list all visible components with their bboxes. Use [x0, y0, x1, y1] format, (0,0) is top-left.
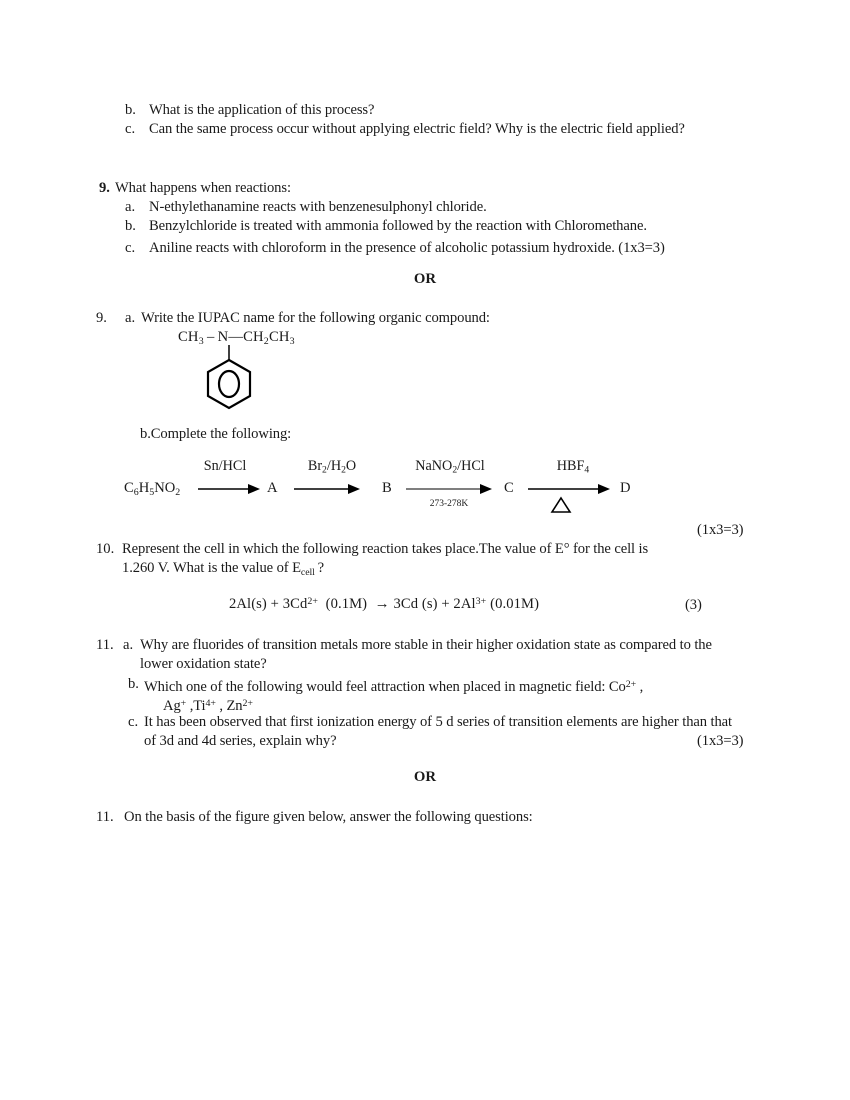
q9-alt-marks: (1x3=3): [697, 522, 744, 538]
q8-item-b-marker: b.: [125, 102, 136, 118]
q11-item-a-marker: a.: [123, 637, 134, 653]
q11-item-b-marker: b.: [128, 676, 139, 692]
q9-item-c-text: Aniline reacts with chloroform in the presence of alcoholic potassium hydroxide. (1x3=3): [149, 240, 665, 256]
q9-item-c-marker: c.: [125, 240, 136, 256]
q11-number: 11.: [96, 637, 114, 653]
q10-equation: $2Al(s) + 3Cd^{2+}$ (0.1M) → 3Cd $(s) + 2Al^{3+}$ (0.01M): [229, 596, 540, 613]
q9-alt-number: 9.: [96, 310, 107, 326]
scheme-species-c: C: [504, 480, 514, 496]
scheme-arrow-2: [294, 482, 360, 496]
benzene-ring-structure: [196, 345, 268, 422]
q9-stem: What happens when reactions:: [115, 180, 291, 196]
scheme-arrow-4: [528, 482, 610, 496]
q11-item-c-marker: c.: [128, 714, 139, 730]
q11-item-b-text-line2: Ag+ $,Ti^{4+}$ , $Zn^{2+}$: [163, 698, 253, 715]
q11-item-c-text: It has been observed that first ionization energy of 5 d series of transition elements are higher than that of 3d and 4d series, explain why?: [144, 714, 733, 750]
scheme-arrow-3: [406, 482, 492, 496]
q10-marks: (3): [685, 597, 702, 613]
scheme-condition-3: 273-278K: [429, 499, 469, 509]
q10-text-line1: Represent the cell in which the following reaction takes place.The value of E° for the cell is: [122, 541, 649, 557]
benzene-ring-icon: [196, 345, 268, 417]
scheme-reagent-4: $HBF_4$: [556, 458, 590, 476]
q8-item-c-text: Can the same process occur without applying electric field? Why is the electric field applied?: [149, 121, 685, 137]
q9-item-a-text: N-ethylethanamine reacts with benzenesulphonyl chloride.: [149, 199, 487, 215]
q9-item-a-marker: a.: [125, 199, 136, 215]
scheme-reagent-2: $Br_2/H_2O$: [307, 458, 357, 476]
q9-item-b-text: Benzylchloride is treated with ammonia followed by the reaction with Chloromethane.: [149, 218, 647, 234]
scheme-species-a: A: [267, 480, 278, 496]
q10-number: 10.: [96, 541, 115, 557]
q9-item-b-marker: b.: [125, 218, 136, 234]
structure-top-formula: $CH_3$ – $N—CH_2CH_3$: [178, 329, 295, 347]
scheme-heat-delta-icon: [550, 496, 572, 514]
scheme-reagent-3: NaNO$_2$/HCl: [415, 458, 485, 476]
scheme-arrow-1: [198, 482, 260, 496]
scheme-reagent-1: Sn/HCl: [203, 458, 247, 474]
scheme-species-b: B: [382, 480, 392, 496]
q11-item-a-text: Why are fluorides of transition metals more stable in their higher oxidation state as compared to the lower oxidation state?: [140, 637, 712, 673]
q9-alt-part-a-marker: a.: [125, 310, 136, 326]
reaction-scheme: [110, 455, 670, 525]
scheme-start-species: $C_6H_5NO_2$: [124, 480, 181, 498]
q11-alt-text: On the basis of the figure given below, answer the following questions:: [124, 809, 533, 825]
q10-text-line2: 1.260 V. What is the value of $E_{cell}$ ?: [122, 560, 325, 578]
q8-item-c-marker: c.: [125, 121, 136, 137]
q11-item-b-text-line1: Which one of the following would feel attraction when placed in magnetic field: $Co^{2+}$ ,: [144, 679, 644, 696]
q9-alt-part-a-text: Write the IUPAC name for the following organic compound:: [141, 310, 490, 326]
scheme-species-d: D: [620, 480, 631, 496]
q9-alt-part-b-text: b.Complete the following:: [140, 426, 292, 442]
or-separator-2: OR: [413, 769, 437, 785]
q8-item-b-text: What is the application of this process?: [149, 102, 375, 118]
or-separator-1: OR: [413, 271, 437, 287]
reaction-arrow-glyph: →: [374, 596, 390, 613]
q11-alt-number: 11.: [96, 809, 114, 825]
q11-marks: (1x3=3): [697, 733, 744, 749]
q9-number: 9.: [99, 180, 110, 196]
